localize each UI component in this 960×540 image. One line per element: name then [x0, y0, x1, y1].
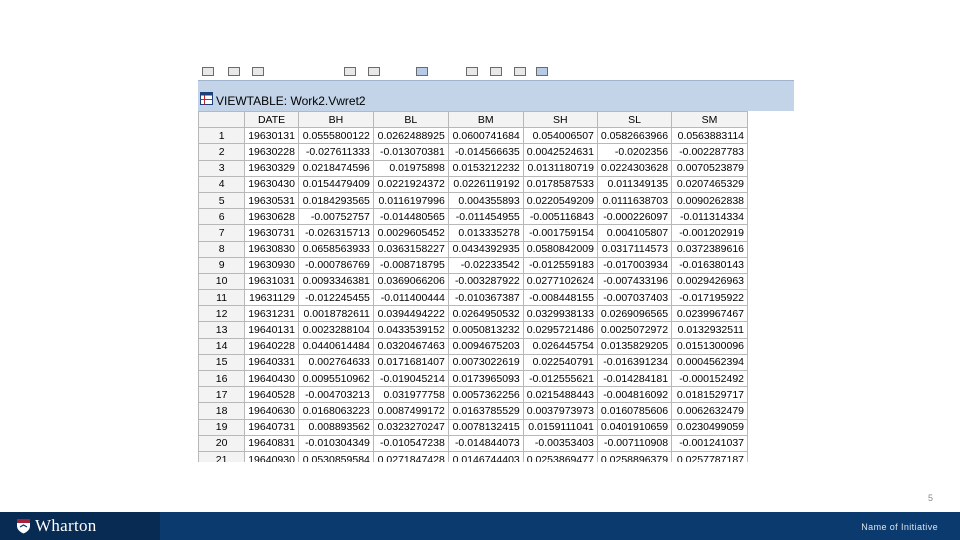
table-window-icon [200, 92, 213, 105]
cell-bm[interactable]: 0.0264950532 [448, 306, 523, 322]
cell-date[interactable]: 19630731 [245, 225, 299, 241]
cell-sm[interactable]: -0.016380143 [672, 257, 748, 273]
cell-bh[interactable]: 0.002764633 [298, 354, 373, 370]
cell-sm[interactable]: -0.002287783 [672, 144, 748, 160]
column-header-bh[interactable]: BH [298, 112, 373, 128]
cell-sh[interactable]: 0.0215488443 [523, 387, 597, 403]
cell-sm[interactable]: 0.0090262838 [672, 192, 748, 208]
table-row[interactable] [199, 144, 748, 160]
table-row[interactable] [199, 419, 748, 435]
cell-sh[interactable]: -0.005116843 [523, 209, 597, 225]
cell-bh[interactable]: 0.008893562 [298, 419, 373, 435]
cell-sl[interactable]: 0.0111638703 [597, 192, 671, 208]
table-row[interactable] [199, 241, 748, 257]
row-number[interactable]: 6 [199, 209, 245, 225]
cell-sh[interactable]: 0.0131180719 [523, 160, 597, 176]
cell-bl[interactable]: 0.0087499172 [373, 403, 448, 419]
cell-bm[interactable]: 0.0146744403 [448, 451, 523, 462]
row-number[interactable]: 2 [199, 144, 245, 160]
cell-bm[interactable]: 0.0434392935 [448, 241, 523, 257]
cell-sl[interactable]: -0.007037403 [597, 290, 671, 306]
cell-sm[interactable]: -0.017195922 [672, 290, 748, 306]
cell-date[interactable]: 19640630 [245, 403, 299, 419]
row-number[interactable]: 4 [199, 176, 245, 192]
cell-sl[interactable]: 0.0258896379 [597, 451, 671, 462]
table-row[interactable] [199, 192, 748, 208]
cell-date[interactable]: 19631129 [245, 290, 299, 306]
cell-bl[interactable]: 0.0363158227 [373, 241, 448, 257]
data-table [198, 111, 748, 462]
footer-logo-panel [0, 512, 160, 540]
cell-sh[interactable]: 0.0580842009 [523, 241, 597, 257]
cell-sh[interactable]: -0.012559183 [523, 257, 597, 273]
row-number[interactable]: 9 [199, 257, 245, 273]
cell-sh[interactable]: 0.0178587533 [523, 176, 597, 192]
cell-bm[interactable]: -0.010367387 [448, 290, 523, 306]
cell-sl[interactable]: -0.0202356 [597, 144, 671, 160]
cell-date[interactable]: 19630329 [245, 160, 299, 176]
cell-sm[interactable]: 0.0070523879 [672, 160, 748, 176]
cell-sm[interactable]: 0.0062632479 [672, 403, 748, 419]
cell-sh[interactable]: 0.022540791 [523, 354, 597, 370]
cell-sh[interactable]: 0.0253869477 [523, 451, 597, 462]
row-number[interactable]: 8 [199, 241, 245, 257]
column-header-sm[interactable]: SM [672, 112, 748, 128]
cell-sh[interactable]: 0.0159111041 [523, 419, 597, 435]
cell-bh[interactable]: -0.027611333 [298, 144, 373, 160]
table-row[interactable] [199, 338, 748, 354]
row-number[interactable]: 13 [199, 322, 245, 338]
toolbar-table-icon[interactable] [416, 67, 428, 76]
cell-bl[interactable]: -0.014480565 [373, 209, 448, 225]
cell-date[interactable]: 19630628 [245, 209, 299, 225]
cell-sl[interactable]: -0.017003934 [597, 257, 671, 273]
cell-sh[interactable]: 0.0329938133 [523, 306, 597, 322]
cell-sl[interactable]: 0.0269096565 [597, 306, 671, 322]
cell-sh[interactable]: 0.0042524631 [523, 144, 597, 160]
cell-bl[interactable]: -0.011400444 [373, 290, 448, 306]
cell-bm[interactable]: 0.0078132415 [448, 419, 523, 435]
row-number[interactable]: 7 [199, 225, 245, 241]
toolbar-sort-icon[interactable] [344, 67, 356, 76]
cell-date[interactable]: 19640331 [245, 354, 299, 370]
cell-bl[interactable]: 0.0271847428 [373, 451, 448, 462]
cell-date[interactable]: 19630131 [245, 128, 299, 144]
cell-bh[interactable]: -0.004703213 [298, 387, 373, 403]
cell-bl[interactable]: 0.0029605452 [373, 225, 448, 241]
cell-bm[interactable]: 0.0057362256 [448, 387, 523, 403]
cell-sl[interactable]: 0.0401910659 [597, 419, 671, 435]
table-row[interactable] [199, 354, 748, 370]
toolbar-grid2-icon[interactable] [490, 67, 502, 76]
table-row[interactable] [199, 128, 748, 144]
table-row[interactable] [199, 371, 748, 387]
cell-sh[interactable]: -0.008448155 [523, 290, 597, 306]
cell-bl[interactable]: 0.01975898 [373, 160, 448, 176]
cell-bm[interactable]: 0.0073022619 [448, 354, 523, 370]
cell-bl[interactable]: 0.0171681407 [373, 354, 448, 370]
table-row[interactable] [199, 273, 748, 289]
cell-sl[interactable]: 0.0224303628 [597, 160, 671, 176]
table-row[interactable] [199, 257, 748, 273]
cell-bl[interactable]: 0.0221924372 [373, 176, 448, 192]
row-number[interactable]: 11 [199, 290, 245, 306]
cell-bh[interactable]: 0.0023288104 [298, 322, 373, 338]
cell-sl[interactable]: -0.007433196 [597, 273, 671, 289]
row-number[interactable]: 15 [199, 354, 245, 370]
column-header-date[interactable]: DATE [245, 112, 299, 128]
table-row[interactable] [199, 435, 748, 451]
row-number[interactable]: 5 [199, 192, 245, 208]
cell-sm[interactable]: -0.001241037 [672, 435, 748, 451]
cell-bm[interactable]: -0.003287922 [448, 273, 523, 289]
cell-sl[interactable]: 0.0160785606 [597, 403, 671, 419]
cell-date[interactable]: 19630430 [245, 176, 299, 192]
row-number[interactable]: 10 [199, 273, 245, 289]
row-number[interactable]: 20 [199, 435, 245, 451]
cell-sm[interactable]: 0.0239967467 [672, 306, 748, 322]
cell-sm[interactable]: 0.0181529717 [672, 387, 748, 403]
cell-sm[interactable]: 0.0207465329 [672, 176, 748, 192]
cell-bh[interactable]: -0.026315713 [298, 225, 373, 241]
cell-bm[interactable]: 0.0163785529 [448, 403, 523, 419]
cell-sm[interactable]: 0.0029426963 [672, 273, 748, 289]
cell-bl[interactable]: -0.019045214 [373, 371, 448, 387]
table-row[interactable] [199, 290, 748, 306]
cell-sm[interactable]: 0.0132932511 [672, 322, 748, 338]
cell-bm[interactable]: 0.0226119192 [448, 176, 523, 192]
toolbar-print-icon[interactable] [252, 67, 264, 76]
cell-bh[interactable]: 0.0218474596 [298, 160, 373, 176]
cell-bh[interactable]: 0.0184293565 [298, 192, 373, 208]
table-row[interactable] [199, 209, 748, 225]
cell-bl[interactable]: 0.0262488925 [373, 128, 448, 144]
cell-sm[interactable]: 0.0230499059 [672, 419, 748, 435]
row-number[interactable]: 21 [199, 451, 245, 462]
cell-date[interactable]: 19640131 [245, 322, 299, 338]
cell-bm[interactable]: -0.02233542 [448, 257, 523, 273]
cell-sh[interactable]: 0.0220549209 [523, 192, 597, 208]
cell-sh[interactable]: -0.012555621 [523, 371, 597, 387]
cell-bl[interactable]: 0.0116197996 [373, 192, 448, 208]
cell-sm[interactable]: -0.011314334 [672, 209, 748, 225]
toolbar-view-icon[interactable] [536, 67, 548, 76]
cell-sl[interactable]: 0.0135829205 [597, 338, 671, 354]
page-number: 5 [928, 493, 934, 503]
cell-bl[interactable]: 0.0433539152 [373, 322, 448, 338]
table-row[interactable] [199, 306, 748, 322]
cell-bh[interactable]: 0.0555800122 [298, 128, 373, 144]
viewtable-grid[interactable] [198, 111, 748, 462]
row-number[interactable]: 16 [199, 371, 245, 387]
column-header-sh[interactable]: SH [523, 112, 597, 128]
cell-sl[interactable]: -0.014284181 [597, 371, 671, 387]
cell-bm[interactable]: 0.0600741684 [448, 128, 523, 144]
cell-sh[interactable]: -0.001759154 [523, 225, 597, 241]
cell-bh[interactable]: -0.010304349 [298, 435, 373, 451]
wharton-logo-text: Wharton [35, 516, 97, 535]
toolbar [198, 62, 794, 80]
window-title: VIEWTABLE: Work2.Vwret2 [216, 94, 366, 108]
column-header-bl[interactable]: BL [373, 112, 448, 128]
cell-sm[interactable]: 0.0563883114 [672, 128, 748, 144]
cell-date[interactable]: 19640831 [245, 435, 299, 451]
cell-bl[interactable]: 0.0323270247 [373, 419, 448, 435]
cell-bl[interactable]: 0.0369066206 [373, 273, 448, 289]
table-row[interactable] [199, 403, 748, 419]
row-number[interactable]: 19 [199, 419, 245, 435]
cell-sh[interactable]: 0.026445754 [523, 338, 597, 354]
cell-bh[interactable]: 0.0658563933 [298, 241, 373, 257]
cell-sl[interactable]: 0.004105807 [597, 225, 671, 241]
row-number[interactable]: 18 [199, 403, 245, 419]
table-row[interactable] [199, 387, 748, 403]
cell-bm[interactable]: 0.0050813232 [448, 322, 523, 338]
cell-date[interactable]: 19631231 [245, 306, 299, 322]
column-header-bm[interactable]: BM [448, 112, 523, 128]
toolbar-chart-icon[interactable] [514, 67, 526, 76]
table-row[interactable] [199, 451, 748, 462]
table-body [199, 128, 748, 462]
cell-sl[interactable]: -0.016391234 [597, 354, 671, 370]
table-row[interactable] [199, 322, 748, 338]
toolbar-search-icon[interactable] [228, 67, 240, 76]
column-header-sl[interactable]: SL [597, 112, 671, 128]
cell-bm[interactable]: 0.004355893 [448, 192, 523, 208]
cell-sm[interactable]: -0.000152492 [672, 371, 748, 387]
cell-sh[interactable]: 0.0295721486 [523, 322, 597, 338]
cell-sl[interactable]: -0.004816092 [597, 387, 671, 403]
cell-bh[interactable]: 0.0095510962 [298, 371, 373, 387]
cell-date[interactable]: 19640528 [245, 387, 299, 403]
row-number[interactable]: 1 [199, 128, 245, 144]
cell-sm[interactable]: 0.0151300096 [672, 338, 748, 354]
toolbar-grid-icon[interactable] [466, 67, 478, 76]
cell-date[interactable]: 19640731 [245, 419, 299, 435]
cell-bm[interactable]: -0.014566635 [448, 144, 523, 160]
row-number[interactable]: 17 [199, 387, 245, 403]
cell-bh[interactable]: 0.0440614484 [298, 338, 373, 354]
cell-bh[interactable]: -0.000786769 [298, 257, 373, 273]
cell-sm[interactable]: 0.0004562394 [672, 354, 748, 370]
cell-sl[interactable]: 0.011349135 [597, 176, 671, 192]
cell-bm[interactable]: -0.014844073 [448, 435, 523, 451]
cell-sh[interactable]: 0.0037973973 [523, 403, 597, 419]
cell-bh[interactable]: 0.0154479409 [298, 176, 373, 192]
toolbar-open-icon[interactable] [202, 67, 214, 76]
cell-bm[interactable]: 0.0094675203 [448, 338, 523, 354]
cell-bl[interactable]: -0.013070381 [373, 144, 448, 160]
cell-date[interactable]: 19640430 [245, 371, 299, 387]
cell-sm[interactable]: 0.0257787187 [672, 451, 748, 462]
cell-sh[interactable]: 0.0277102624 [523, 273, 597, 289]
cell-bh[interactable]: 0.0093346381 [298, 273, 373, 289]
cell-date[interactable]: 19630830 [245, 241, 299, 257]
cell-date[interactable]: 19640228 [245, 338, 299, 354]
cell-sm[interactable]: 0.0372389616 [672, 241, 748, 257]
cell-date[interactable]: 19630228 [245, 144, 299, 160]
cell-date[interactable]: 19640930 [245, 451, 299, 462]
cell-bl[interactable]: 0.0320467463 [373, 338, 448, 354]
cell-sh[interactable]: 0.054006507 [523, 128, 597, 144]
cell-date[interactable]: 19630531 [245, 192, 299, 208]
cell-sl[interactable]: -0.000226097 [597, 209, 671, 225]
cell-bh[interactable]: -0.00752757 [298, 209, 373, 225]
cell-sl[interactable]: 0.0025072972 [597, 322, 671, 338]
table-row[interactable] [199, 176, 748, 192]
cell-bm[interactable]: 0.013335278 [448, 225, 523, 241]
cell-date[interactable]: 19631031 [245, 273, 299, 289]
penn-shield-icon [16, 518, 31, 534]
row-number[interactable]: 14 [199, 338, 245, 354]
cell-sl[interactable]: 0.0582663966 [597, 128, 671, 144]
table-row[interactable] [199, 225, 748, 241]
cell-sh[interactable]: -0.00353403 [523, 435, 597, 451]
cell-bl[interactable]: 0.031977758 [373, 387, 448, 403]
cell-bl[interactable]: -0.010547238 [373, 435, 448, 451]
header-row [199, 112, 748, 128]
cell-sl[interactable]: 0.0317114573 [597, 241, 671, 257]
cell-bm[interactable]: 0.0153212232 [448, 160, 523, 176]
cell-bh[interactable]: 0.0168063223 [298, 403, 373, 419]
row-number[interactable]: 12 [199, 306, 245, 322]
table-row[interactable] [199, 160, 748, 176]
cell-sl[interactable]: -0.007110908 [597, 435, 671, 451]
toolbar-sort-desc-icon[interactable] [368, 67, 380, 76]
row-number[interactable]: 3 [199, 160, 245, 176]
cell-bl[interactable]: -0.008718795 [373, 257, 448, 273]
cell-bm[interactable]: -0.011454955 [448, 209, 523, 225]
cell-sm[interactable]: -0.001202919 [672, 225, 748, 241]
footer-initiative-text: Name of Initiative [861, 522, 938, 532]
window-titlebar[interactable] [198, 80, 794, 111]
cell-bh[interactable]: 0.0018782611 [298, 306, 373, 322]
cell-date[interactable]: 19630930 [245, 257, 299, 273]
cell-bl[interactable]: 0.0394494222 [373, 306, 448, 322]
cell-bh[interactable]: -0.012245455 [298, 290, 373, 306]
corner-cell [199, 112, 245, 128]
slide-footer [0, 512, 960, 540]
cell-bh[interactable]: 0.0530859584 [298, 451, 373, 462]
cell-bm[interactable]: 0.0173965093 [448, 371, 523, 387]
